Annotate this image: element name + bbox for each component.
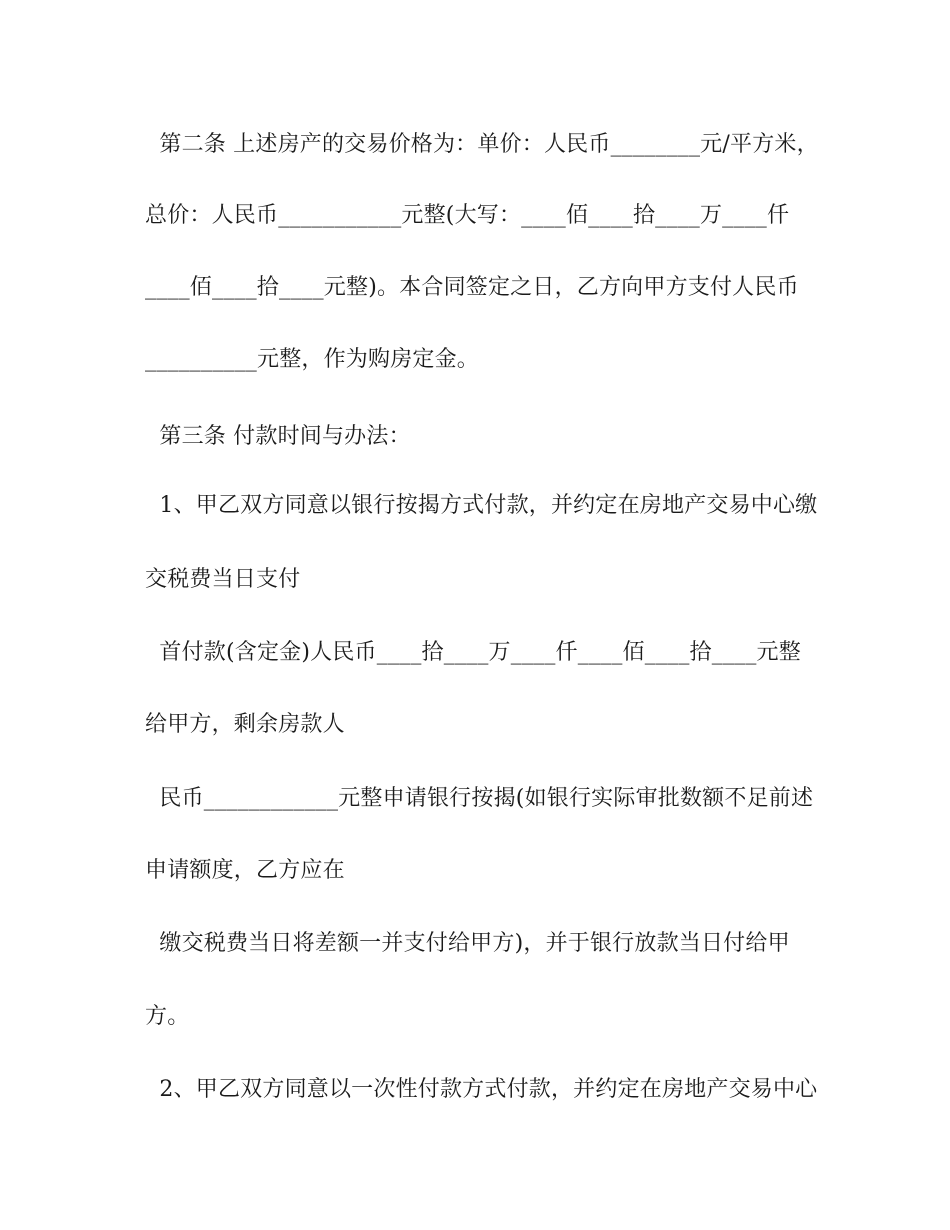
total-price-line: 总价：人民币___________元整(大写：____佰____拾____万____仟 <box>145 203 790 228</box>
mortgage-line: 民币____________元整申请银行按揭(如银行实际审批数额不足前述 <box>145 786 814 811</box>
mortgage-continued-line: 申请额度，乙方应在 <box>145 858 345 883</box>
down-payment-line: 首付款(含定金)人民币____拾____万____仟____佰____拾____元整 <box>145 640 801 665</box>
clause-2-line: 2、甲乙双方同意以一次性付款方式付款，并约定在房地产交易中心 <box>145 1077 818 1102</box>
clause-1-continued-line: 交税费当日支付 <box>145 567 301 592</box>
difference-payment-end-line: 方。 <box>145 1004 190 1029</box>
total-price-continued-line: ____佰____拾____元整)。本合同签定之日，乙方向甲方支付人民币 <box>145 275 799 300</box>
remaining-payment-line: 给甲方，剩余房款人 <box>145 712 345 737</box>
deposit-line: __________元整，作为购房定金。 <box>145 347 480 372</box>
article-2-price-line: 第二条 上述房产的交易价格为：单价：人民币________元/平方米， <box>145 132 819 157</box>
clause-1-line: 1、甲乙双方同意以银行按揭方式付款，并约定在房地产交易中心缴 <box>145 493 818 518</box>
difference-payment-line: 缴交税费当日将差额一并支付给甲方)，并于银行放款当日付给甲 <box>145 931 790 956</box>
article-3-heading: 第三条 付款时间与办法： <box>145 424 411 449</box>
